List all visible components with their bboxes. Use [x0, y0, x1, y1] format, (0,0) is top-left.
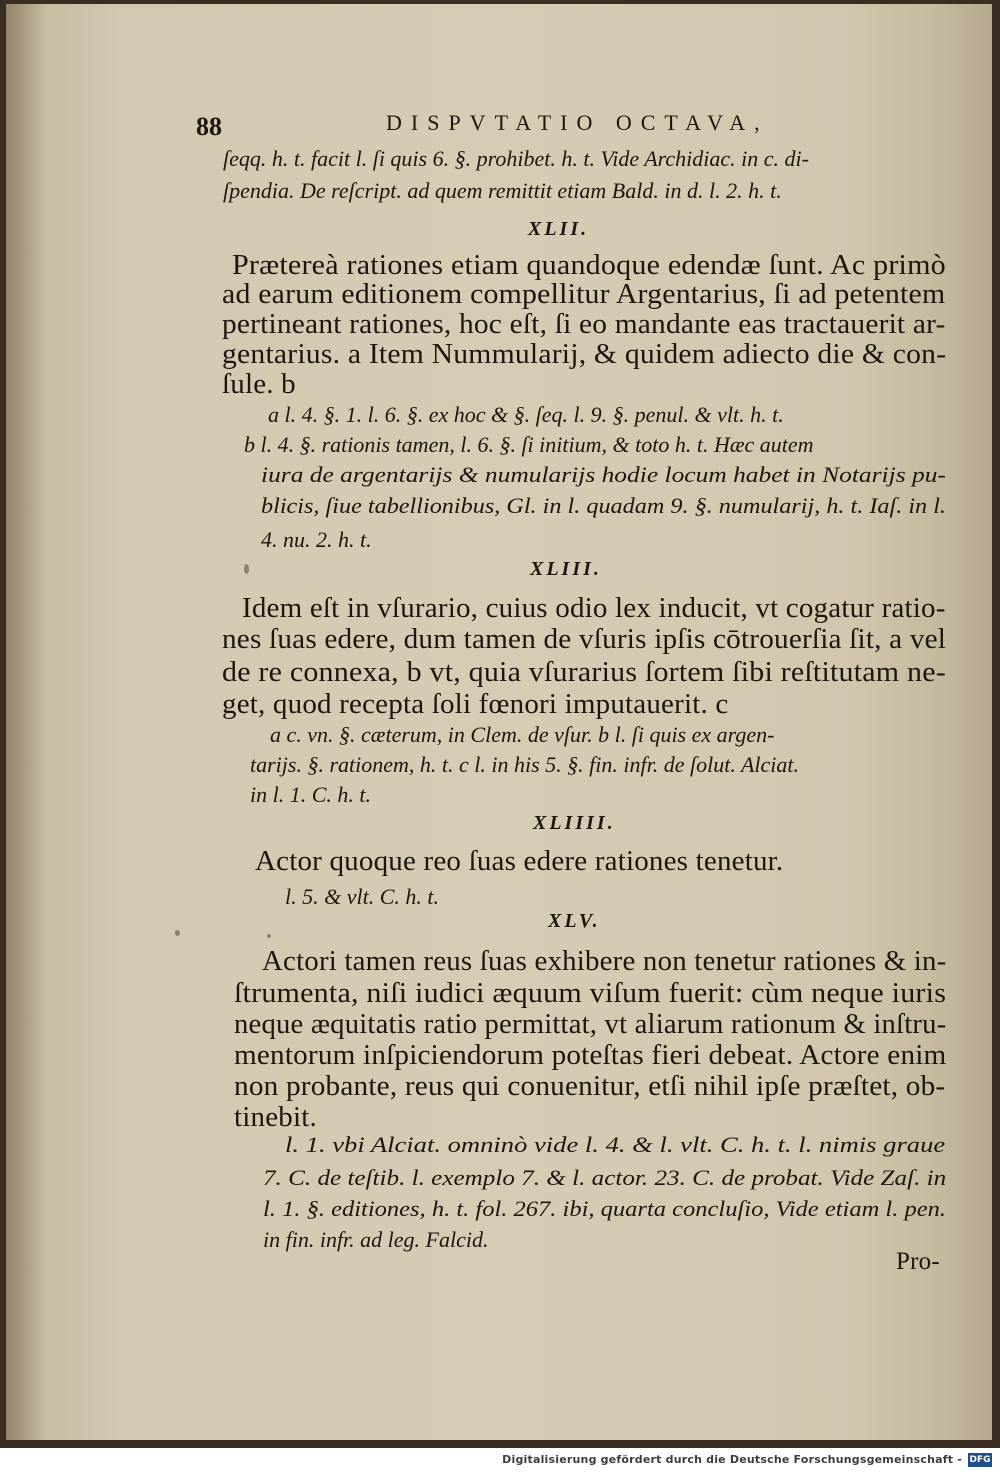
section-number: XLIII.	[530, 558, 602, 580]
note-line: 7. C. de teſtib. l. exemplo 7. & l. actor. 23. C. de probat. Vide Zaſ. in	[263, 1165, 947, 1190]
text-line: nes ſuas edere, dum tamen de vſuris ipſis cōtrouerſia ſit, a vel	[222, 623, 947, 655]
note-line: iura de argentarijs & numularijs hodie locum habet in Notarijs pu-	[261, 462, 946, 487]
section-number: XLV.	[548, 910, 601, 932]
catchword: Pro-	[896, 1248, 940, 1275]
gutter-shadow	[6, 4, 46, 1440]
ink-spot	[175, 930, 180, 936]
text-line: get, quod recepta ſoli fœnori imputauerit. c	[222, 688, 729, 720]
note-line: ſpendia. De reſcript. ad quem remittit etiam Bald. in d. l. 2. h. t.	[223, 178, 782, 203]
note-line: l. 5. & vlt. C. h. t.	[285, 884, 439, 909]
note-line: ſeqq. h. t. facit l. ſi quis 6. §. prohibet. h. t. Vide Archidiac. in c. di-	[223, 146, 809, 171]
note-line: in l. 1. C. h. t.	[250, 782, 372, 807]
section-number: XLII.	[528, 218, 590, 240]
funding-notice: Digitalisierung gefördert durch die Deutsche Forschungsgemeinschaft -	[502, 1453, 962, 1466]
note-line: in fin. infr. ad leg. Falcid.	[263, 1227, 489, 1252]
note-line: l. 1. §. editiones, h. t. fol. 267. ibi, quarta concluſio, Vide etiam l. pen.	[263, 1196, 946, 1221]
ink-spot	[267, 934, 271, 938]
note-line: blicis, ſiue tabellionibus, Gl. in l. quadam 9. §. numularij, h. t. Iaſ. in l.	[261, 493, 946, 518]
footer-bar	[0, 1448, 1000, 1474]
section-number: XLIIII.	[533, 812, 616, 834]
text-line: gentarius. a Item Nummularij, & quidem adiecto die & con-	[222, 338, 947, 370]
text-line: neque æquitatis ratio permittat, vt aliarum rationum & inſtru-	[234, 1008, 947, 1040]
text-line: Actor quoque reo ſuas edere rationes tenetur.	[255, 845, 784, 877]
note-line: a c. vn. §. cæterum, in Clem. de vſur. b l. ſi quis ex argen-	[270, 722, 775, 747]
page-number: 88	[196, 112, 222, 141]
text-line: pertineant rationes, hoc eſt, ſi eo mandante eas tractauerit ar-	[222, 308, 946, 340]
text-line: Idem eſt in vſurario, cuius odio lex inducit, vt cogatur ratio-	[242, 592, 946, 624]
text-line: Prætereà rationes etiam quandoque edendæ ſunt. Ac primò	[232, 249, 946, 281]
note-line: a l. 4. §. 1. l. 6. §. ex hoc & §. ſeq. l. 9. §. penul. & vlt. h. t.	[268, 402, 784, 427]
text-line: non probante, reus qui conuenitur, etſi nihil ipſe præſtet, ob-	[234, 1070, 946, 1102]
ink-spot	[244, 564, 249, 574]
note-line: 4. nu. 2. h. t.	[261, 527, 372, 552]
dfg-logo: DFG	[969, 1455, 991, 1465]
text-line: ſule. b	[222, 368, 296, 400]
text-line: ad earum editionem compellitur Argentarius, ſi ad petentem	[222, 278, 946, 310]
text-line: tinebit.	[234, 1101, 317, 1133]
note-line: b l. 4. §. rationis tamen, l. 6. §. ſi initium, & toto h. t. Hæc autem	[244, 432, 814, 457]
text-line: Actori tamen reus ſuas exhibere non tenetur rationes & in-	[262, 945, 947, 977]
note-line: l. 1. vbi Alciat. omninò vide l. 4. & l. vlt. C. h. t. l. nimis graue	[285, 1132, 946, 1157]
note-line: tarijs. §. rationem, h. t. c l. in his 5. §. fin. infr. de ſolut. Alciat.	[250, 752, 799, 777]
text-line: mentorum inſpiciendorum poteſtas fieri debeat. Actore enim	[234, 1039, 947, 1071]
text-line: ſtrumenta, niſi iudici æquum viſum fuerit: cùm neque iuris	[234, 977, 947, 1009]
running-head: DISPVTATIO OCTAVA,	[386, 110, 769, 135]
text-line: de re connexa, b vt, quia vſurarius ſortem ſibi reſtitutam ne-	[222, 656, 946, 688]
